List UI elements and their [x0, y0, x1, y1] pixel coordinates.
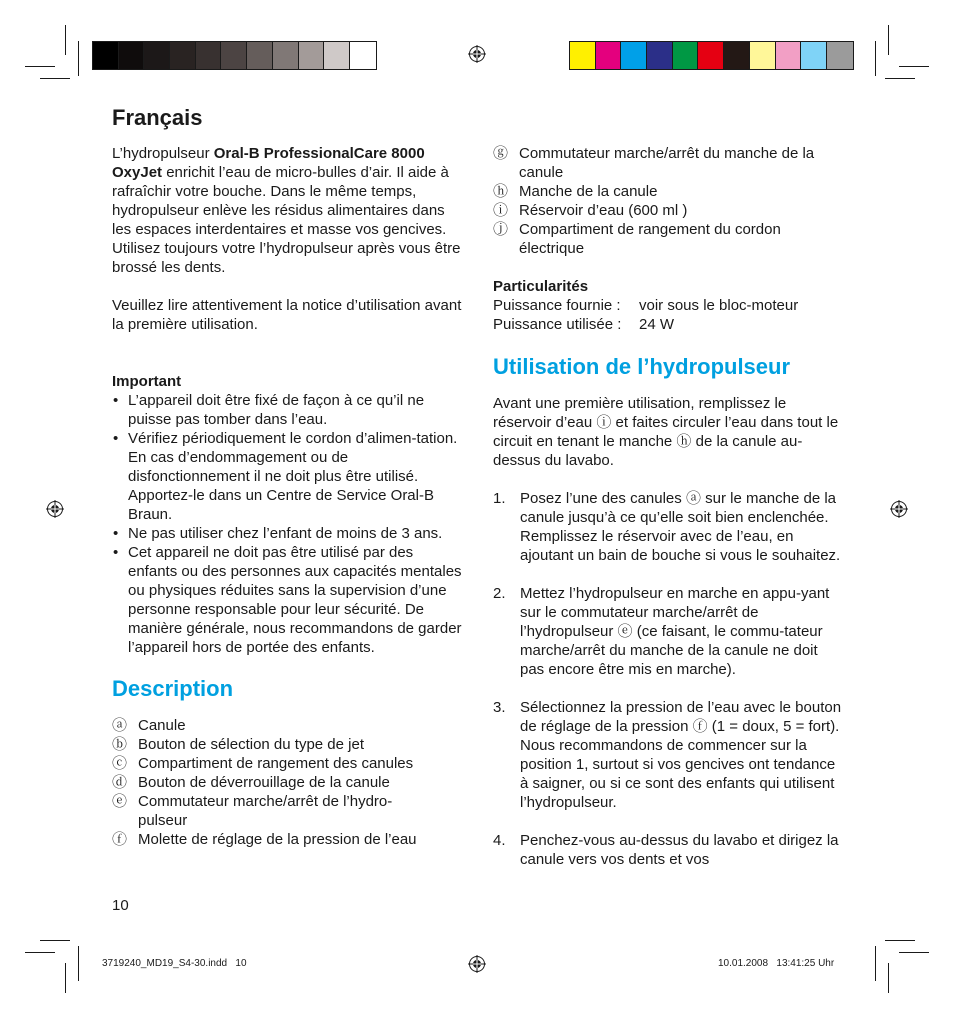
item-letter: ⓔ	[112, 793, 128, 810]
item-text: Compartiment de rangement du cordon électrique	[519, 221, 781, 257]
item-text: Compartiment de rangement des canules	[138, 755, 414, 772]
crop-mark-top-right-h2	[885, 78, 915, 79]
usage-heading: Utilisation de l’hydropulseur	[493, 354, 791, 379]
item-text: Molette de réglage de la pression de l’eau	[138, 831, 417, 848]
footer-timestamp: 10.01.2008 13:41:25 Uhr	[718, 958, 835, 969]
item-text: Canule	[138, 717, 186, 734]
crop-mark-bottom-right-v2	[875, 946, 876, 981]
page-title: Français	[112, 105, 203, 130]
crop-mark-bottom-left-v2	[78, 946, 79, 981]
color-swatch	[724, 42, 750, 69]
intro-prefix: L’hydropulseur	[112, 145, 214, 162]
specs-heading: Particularités	[493, 278, 589, 295]
step-text: Posez l’une des canules ⓐ sur le manche de la canule jusqu’à ce qu’elle soit bien enclenchée. Remplissez le réservoir avec de l’eau, en ajoutant un bain de bouche si vous le souhaitez.	[520, 490, 841, 564]
spec-value: voir sous le bloc-moteur	[639, 297, 799, 314]
important-list	[112, 391, 462, 657]
footer-file-info: 3719240_MD19_S4-30.indd 10	[102, 958, 247, 969]
step-text: Penchez-vous au-dessus du lavabo et dirigez la canule vers vos dents et vos	[520, 832, 839, 868]
color-swatch	[801, 42, 827, 69]
intro-paragraph	[112, 144, 462, 277]
gray-swatch	[273, 42, 299, 69]
step-number: 3.	[493, 699, 506, 716]
color-swatch	[673, 42, 699, 69]
item-text: Commutateur marche/arrêt de l’hydro-pulseur	[138, 793, 393, 829]
item-letter: ⓑ	[112, 736, 128, 753]
step-text: Mettez l’hydropulseur en marche en appu-yant sur le commutateur marche/arrêt de l’hydropulseur ⓔ (ce faisant, le commu-tateur marche/arrêt du manche de la canule ne doit pas encore être mis en marche).	[520, 585, 830, 678]
crop-mark-top-left-v2	[78, 41, 79, 76]
color-swatch	[698, 42, 724, 69]
crop-mark-bottom-right-h2	[885, 940, 915, 941]
gray-swatch	[170, 42, 196, 69]
gray-swatch	[93, 42, 119, 69]
registration-mark-icon-left	[46, 500, 64, 518]
important-item: • Vérifiez périodiquement le cordon d’alimen-tation. En cas d’endommagement ou de disfonctionnement il ne doit plus être utilisé. Apportez-le dans un Centre de Service Oral-B Braun.	[112, 429, 462, 524]
color-swatch	[621, 42, 647, 69]
item-text: Bouton de déverrouillage de la canule	[138, 774, 390, 791]
description-item	[493, 201, 843, 220]
description-item	[493, 220, 793, 258]
spec-row	[493, 296, 843, 315]
item-letter: ⓐ	[112, 717, 128, 734]
color-swatch	[750, 42, 776, 69]
crop-mark-top-left-h2	[40, 78, 70, 79]
crop-mark-bottom-left-v	[65, 963, 66, 993]
description-item	[112, 754, 462, 773]
usage-intro: Avant une première utilisation, remplissez le réservoir d’eau ⓘ et faites circuler l’eau dans tout le circuit en tenant le manche ⓗ de la canule au-dessus du lavabo.	[493, 395, 839, 469]
color-swatch	[776, 42, 802, 69]
description-item	[112, 792, 422, 830]
important-item: • Cet appareil ne doit pas être utilisé par des enfants ou des personnes aux capacités mentales ou physiques réduites sans la supervision d’une personne responsable pour leur sécurité. De manière générale, nous recommandons de garder l’appareil hors de portée des enfants.	[112, 543, 462, 657]
crop-mark-bottom-left-h2	[40, 940, 70, 941]
gray-swatch	[119, 42, 145, 69]
description-list-continued	[493, 144, 843, 258]
gray-swatch	[247, 42, 273, 69]
step-number: 1.	[493, 490, 506, 507]
crop-mark-bottom-right-v	[888, 963, 889, 993]
gray-swatch	[350, 42, 376, 69]
product-name: Oral-B ProfessionalCare 8000 OxyJet	[112, 145, 425, 181]
gray-swatch	[221, 42, 247, 69]
item-letter: ⓘ	[493, 202, 509, 219]
gray-swatch	[144, 42, 170, 69]
right-column	[493, 144, 843, 869]
important-heading: Important	[112, 373, 182, 390]
crop-mark-top-right-v2	[875, 41, 876, 76]
step-number: 2.	[493, 585, 506, 602]
step-text: Sélectionnez la pression de l’eau avec le bouton de réglage de la pression ⓕ (1 = doux, 5 = fort). Nous recommandons de commencer sur la position 1, surtout si vos gencives ont tendance à saigner, ou si ce sont des enfants qui utilisent l’hydropulseur.	[520, 699, 842, 811]
item-text: Réservoir d’eau (600 ml )	[519, 202, 688, 219]
description-item	[493, 144, 843, 182]
important-item: • Ne pas utiliser chez l’enfant de moins de 3 ans.	[112, 524, 462, 543]
description-item	[112, 830, 462, 849]
item-letter: ⓕ	[112, 831, 128, 848]
description-item	[493, 182, 843, 201]
spec-value: 24 W	[639, 316, 675, 333]
grayscale-color-bar	[92, 41, 377, 70]
description-heading: Description	[112, 676, 234, 701]
item-letter: ⓒ	[112, 755, 128, 772]
gray-swatch	[324, 42, 350, 69]
item-letter: ⓗ	[493, 183, 509, 200]
gray-swatch	[196, 42, 222, 69]
crop-mark-top-right-v	[888, 25, 889, 55]
description-item	[112, 716, 462, 735]
process-color-bar	[569, 41, 854, 70]
page-number: 10	[112, 897, 129, 914]
intro-rest: enrichit l’eau de micro-bulles d’air. Il aide à rafraîchir votre bouche. Dans le même temps, hydropulseur enlève les résidus alimentaires dans les espaces interdentaires et masse vos gencives. Utilisez toujours votre l’hydropulseur après vous être brossé les dents.	[112, 164, 461, 276]
step-number: 4.	[493, 832, 506, 849]
item-text: Commutateur marche/arrêt du manche de la canule	[519, 145, 815, 181]
spec-label: Puissance utilisée :	[493, 316, 622, 333]
spec-label: Puissance fournie :	[493, 297, 621, 314]
color-swatch	[570, 42, 596, 69]
registration-mark-icon-right	[890, 500, 908, 518]
crop-mark-top-right-h	[899, 66, 929, 67]
step-item	[493, 698, 843, 812]
color-swatch	[647, 42, 673, 69]
description-item	[112, 735, 462, 754]
crop-mark-top-left-v	[65, 25, 66, 55]
item-letter: ⓖ	[493, 145, 509, 162]
gray-swatch	[299, 42, 325, 69]
item-text: Bouton de sélection du type de jet	[138, 736, 364, 753]
step-item	[493, 831, 843, 869]
step-item	[493, 489, 843, 565]
item-text: Manche de la canule	[519, 183, 658, 200]
color-swatch	[827, 42, 853, 69]
description-list	[112, 716, 462, 849]
crop-mark-top-left-h	[25, 66, 55, 67]
registration-mark-icon-bottom	[468, 955, 486, 973]
crop-mark-bottom-left-h	[25, 952, 55, 953]
left-column	[112, 104, 462, 849]
read-notice-paragraph: Veuillez lire attentivement la notice d’utilisation avant la première utilisation.	[112, 297, 462, 333]
registration-mark-icon-top	[468, 45, 486, 63]
spec-row	[493, 315, 843, 334]
item-letter: ⓙ	[493, 221, 509, 238]
step-item	[493, 584, 843, 679]
color-swatch	[596, 42, 622, 69]
important-item: • L’appareil doit être fixé de façon à ce qu’il ne puisse pas tomber dans l’eau.	[112, 391, 462, 429]
item-letter: ⓓ	[112, 774, 128, 791]
crop-mark-bottom-right-h	[899, 952, 929, 953]
description-item	[112, 773, 462, 792]
